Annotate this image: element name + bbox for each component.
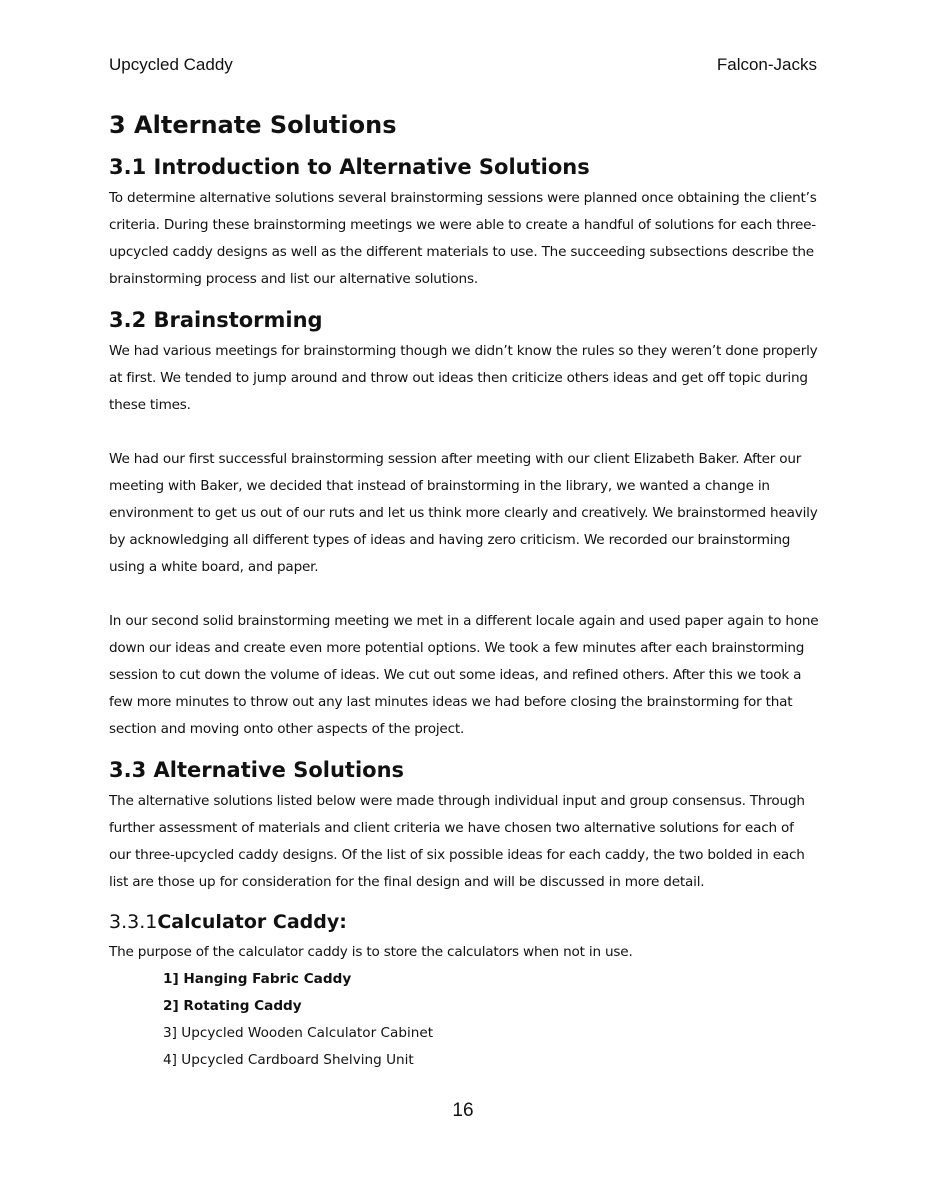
subsection-3-3-1-paragraph: The purpose of the calculator caddy is to store the calculators when not in use. (109, 944, 633, 960)
section-3-2-paragraph-3: In our second solid brainstorming meeting we met in a different locale again and used paper again to hone down our ideas and create even more potential options. We took a few minutes after each brainstorming session to cut down the volume of ideas. We cut out some ideas, and refined others. After this we took a few more minutes to throw out any last minutes ideas we had before closing the brainstorming for that section and moving onto other aspects of the project. (109, 613, 819, 737)
list-item: 4] Upcycled Cardboard Shelving Unit (163, 1052, 414, 1068)
list-item: 1] Hanging Fabric Caddy (163, 971, 352, 987)
section-heading-3-2: 3.2 Brainstorming (109, 308, 323, 332)
section-3-2-paragraph-2: We had our first successful brainstorming session after meeting with our client Elizabeth Baker. After our meeting with Baker, we decided that instead of brainstorming in the library, we wanted a change in environment to get us out of our ruts and let us think more clearly and creatively. We brainstormed heavily by acknowledging all different types of ideas and having zero criticism. We recorded our brainstorming using a white board, and paper. (109, 451, 818, 575)
calculator-caddy-options-list (109, 966, 819, 1074)
subsection-title: Calculator Caddy: (157, 911, 347, 933)
chapter-heading: 3 Alternate Solutions (109, 111, 397, 139)
section-3-2-paragraph-1: We had various meetings for brainstorming though we didn’t know the rules so they weren’t done properly at first. We tended to jump around and throw out ideas then criticize others ideas and get off topic during these times. (109, 343, 818, 413)
page-content (109, 110, 819, 1074)
subsection-heading-3-3-1 (109, 910, 819, 935)
running-header-title: Upcycled Caddy (109, 55, 233, 74)
list-item: 2] Rotating Caddy (163, 998, 302, 1014)
subsection-number: 3.3.1 (109, 911, 158, 933)
section-3-1-paragraph: To determine alternative solutions several brainstorming sessions were planned once obtaining the client’s criteria. During these brainstorming meetings we were able to create a handful of solutions for each three-upcycled caddy designs as well as the different materials to use. The succeeding subsections describe the brainstorming process and list our alternative solutions. (109, 190, 817, 287)
section-heading-3-1: 3.1 Introduction to Alternative Solutions (109, 155, 590, 179)
page-number: 16 (452, 1100, 474, 1121)
section-3-3-paragraph: The alternative solutions listed below were made through individual input and group consensus. Through further assessment of materials and client criteria we have chosen two alternative solutions for each of our three-upcycled caddy designs. Of the list of six possible ideas for each caddy, the two bolded in each list are those up for consideration for the final design and will be discussed in more detail. (109, 793, 805, 890)
section-heading-3-3: 3.3 Alternative Solutions (109, 758, 405, 782)
running-header-team: Falcon-Jacks (716, 55, 817, 74)
list-item: 3] Upcycled Wooden Calculator Cabinet (163, 1025, 434, 1041)
